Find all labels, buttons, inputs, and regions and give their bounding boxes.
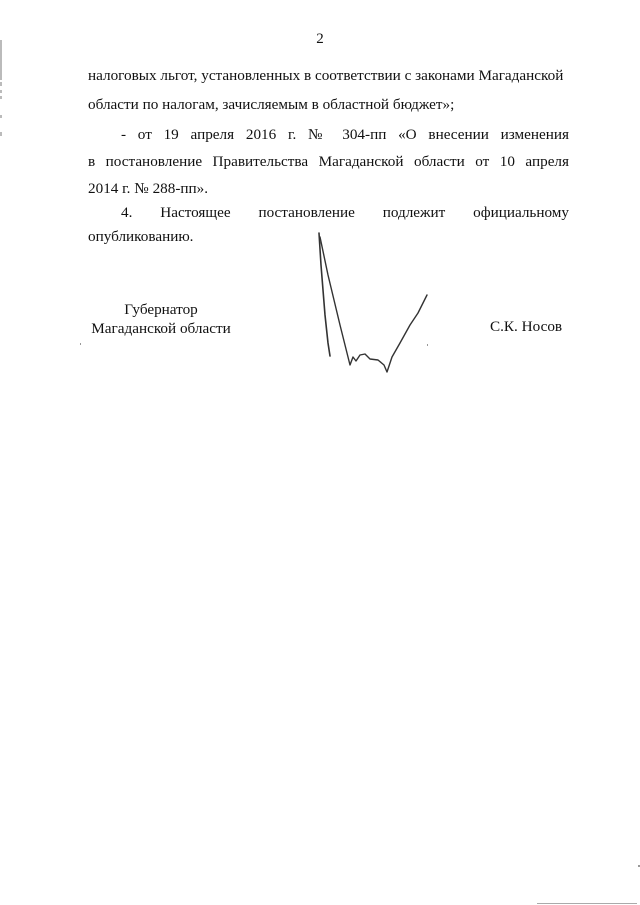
signatory-title-line-2: Магаданской области — [91, 320, 231, 337]
scan-speck — [80, 343, 81, 345]
signatory-name: С.К. Носов — [490, 318, 563, 335]
scan-speck — [427, 344, 428, 346]
signatory-title-line-1: Губернатор — [124, 301, 198, 318]
page-number: 2 — [316, 31, 324, 47]
paragraph-1-line-2: области по налогам, зачисляемым в областной бюджет»; — [88, 96, 455, 113]
paragraph-3-line-1: 4. Настоящее постановление подлежит официальному — [121, 204, 569, 221]
paragraph-3-line-2: опубликованию. — [88, 228, 194, 245]
paragraph-2-line-2: в постановление Правительства Магаданской области от 10 апреля — [88, 153, 569, 170]
paragraph-1-line-1: налоговых льгот, установленных в соответствии с законами Магаданской — [88, 67, 564, 84]
paragraph-2-line-3: 2014 г. № 288-пп». — [88, 180, 209, 197]
signatory-title — [86, 300, 236, 338]
handwritten-signature-icon — [300, 225, 450, 385]
scan-edge-marks — [0, 40, 3, 140]
scan-edge-line — [537, 903, 637, 904]
paragraph-2-line-1: - от 19 апреля 2016 г. № 304-пп «О внесении изменения — [121, 126, 569, 143]
